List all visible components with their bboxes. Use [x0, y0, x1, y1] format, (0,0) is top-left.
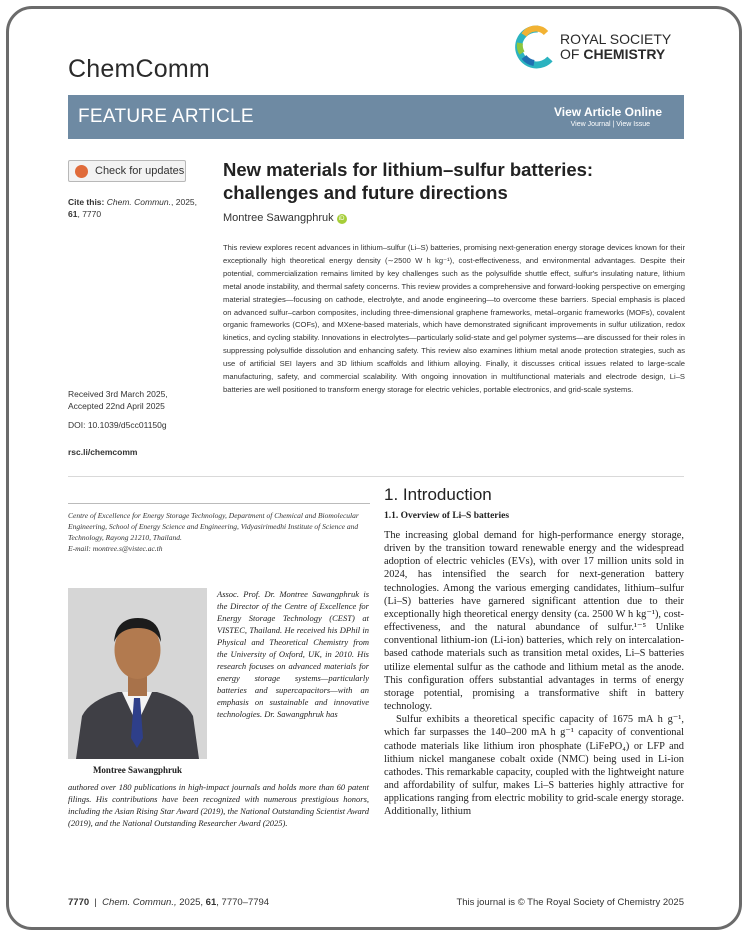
footer-copyright: This journal is © The Royal Society of Chemistry 2025 — [456, 897, 684, 908]
author-photo-caption: Montree Sawangphruk — [92, 765, 183, 775]
introduction-body — [384, 529, 684, 818]
author-bio-continued: authored over 180 publications in high-impact journals and holds more than 60 patent filings. His contributions have been recognized with numerous prestigious honors, including the Asian Rising Star Award (2019), the National Outstanding Scientist Award (2019), and the National Outstanding Researcher Award (2025). — [68, 782, 369, 828]
article-author: Montree Sawangphruk iD — [223, 212, 347, 224]
author-bio: Assoc. Prof. Dr. Montree Sawangphruk is the Director of the Centre of Excellence for Energy Storage Technology (CEST) at VISTEC, Thailand. He received his DPhil in Physical and Theoretical Chemistry from the University of Oxford, UK, in 2010. His research focuses on advanced materials for energy storage systems—particularly batteries and supercapacitors—with an emphasis on sustainable and innovative technologies. Dr. Sawangphruk has — [217, 589, 369, 719]
author-email[interactable]: E-mail: montree.s@vistec.ac.th — [68, 544, 163, 553]
cite-this: Cite this: Chem. Commun., 2025, 61, 7770 — [68, 197, 198, 219]
doi-link[interactable]: DOI: 10.1039/d5cc01150g — [68, 420, 167, 430]
affiliation: Centre of Excellence for Energy Storage Technology, Department of Chemical and Biomolecular Engineering, School of Energy Science and Engineering, Vidyasirimedhi Institute of Science and Technology, Rayong 21210, Thailand. E-mail: montree.s@vistec.ac.th — [68, 511, 359, 553]
section-heading: 1. Introduction — [384, 485, 492, 504]
journal-name: ChemComm — [68, 55, 210, 83]
footer-citation: 7770 | Chem. Commun., 2025, 61, 7770–7794 — [68, 897, 270, 908]
author-photo — [68, 588, 207, 759]
article-type: FEATURE ARTICLE — [78, 106, 254, 127]
rsc-wordmark — [560, 32, 671, 62]
article-title: New materials for lithium–sulfur batteries: challenges and future directions — [223, 159, 594, 203]
orcid-icon[interactable]: iD — [337, 214, 347, 224]
rsc-journal-link[interactable]: rsc.li/chemcomm — [68, 447, 138, 457]
paragraph: The increasing global demand for high-performance energy storage, driven by the transition toward renewable energy and the widespread adoption of electric vehicles (EVs), with over 17 million units sold in 2024, has intensified the search for next-generation battery technologies. Among the various emerging candidates, lithium–sulfur (Li–S) batteries have garnered significant attention due to their exceptionally high theoretical energy density (ca. 2500 W h kg⁻¹), cost-effectiveness, and the natural abundance of sulfur.¹⁻⁵ Unlike conventional lithium-ion (Li-ion) batteries, which rely on intercalation-based cathode materials such as transition metal oxides, Li–S batteries utilize elemental sulfur as the cathode and lithium metal as the anode. This configuration offers substantial advantages in terms of energy storage potential, promising a transformative shift in battery technology. — [384, 530, 684, 713]
check-for-updates-button[interactable] — [68, 160, 186, 182]
view-article-online-link[interactable]: View Article Online — [553, 105, 662, 119]
check-for-updates-label: Check for updates — [95, 165, 185, 177]
author-portrait-icon — [68, 588, 207, 759]
abstract: This review explores recent advances in lithium–sulfur (Li–S) batteries, promising next-generation energy storage devices known for their exceptionally high theoretical energy density (∼2500 W h kg⁻¹), cost-effectiveness, and environmental advantages. Despite their potential, commercialization remains limited by key challenges such as the polysulfide shuttle effect, sulfur's insulating nature, lithium metal anode instability, and thermal safety concerns. This review provides a comprehensive and forward-looking perspective on emerging material strategies—focusing on cathode, electrolyte, and anode engineering—to overcome these barriers. Special emphasis is placed on advanced sulfur–carbon composites, including three-dimensional graphene frameworks, metal–organic frameworks (MOFs), covalent organic frameworks (COFs), and MXene-based materials, which have demonstrated significant improvements in sulfur utilization, redox kinetics, and cycling stability. Innovations in electrolytes—particularly solid-state and gel polymer systems—are discussed for their roles in suppressing polysulfide dissolution and enhancing safety. This review also examines lithium metal anode protection strategies, such as use of artificial SEI layers and 3D lithium scaffolds and lithium alloying. Finally, it discusses critical issues related to large-scale manufacturing, safety, and commercial scalability. With ongoing innovation in multifunctional materials and electrode design, Li–S batteries are well positioned to transform energy storage for electric vehicles, portable electronics, and grid-scale systems. — [223, 243, 686, 394]
section-divider — [68, 476, 684, 477]
crossmark-icon — [75, 165, 88, 178]
view-journal-issue-links[interactable]: View Journal | View Issue — [570, 121, 650, 128]
paragraph: Sulfur exhibits a theoretical specific capacity of 1675 mA h g⁻¹, which far surpasses the 140–200 mA h g⁻¹ capacity of conventional cathode materials like lithium iron phosphate (LiFePO₄) or LFP and lithium nickel manganese cobalt oxide (NMC) being used in Li-ion cathodes. This remarkable capacity, coupled with the lightweight nature and affordability of sulfur, makes Li–S batteries highly attractive for applications ranging from electric mobility to grid-scale energy storage. Additionally, lithium — [384, 714, 684, 818]
affiliation-rule — [68, 503, 370, 504]
rsc-line1: ROYAL SOCIETY — [560, 31, 672, 47]
subsection-heading: 1.1. Overview of Li–S batteries — [384, 511, 510, 521]
article-type-banner — [68, 95, 684, 139]
rsc-line2: OF CHEMISTRY — [560, 46, 666, 62]
received-dates: Received 3rd March 2025, Accepted 22nd April 2025 — [68, 389, 168, 411]
